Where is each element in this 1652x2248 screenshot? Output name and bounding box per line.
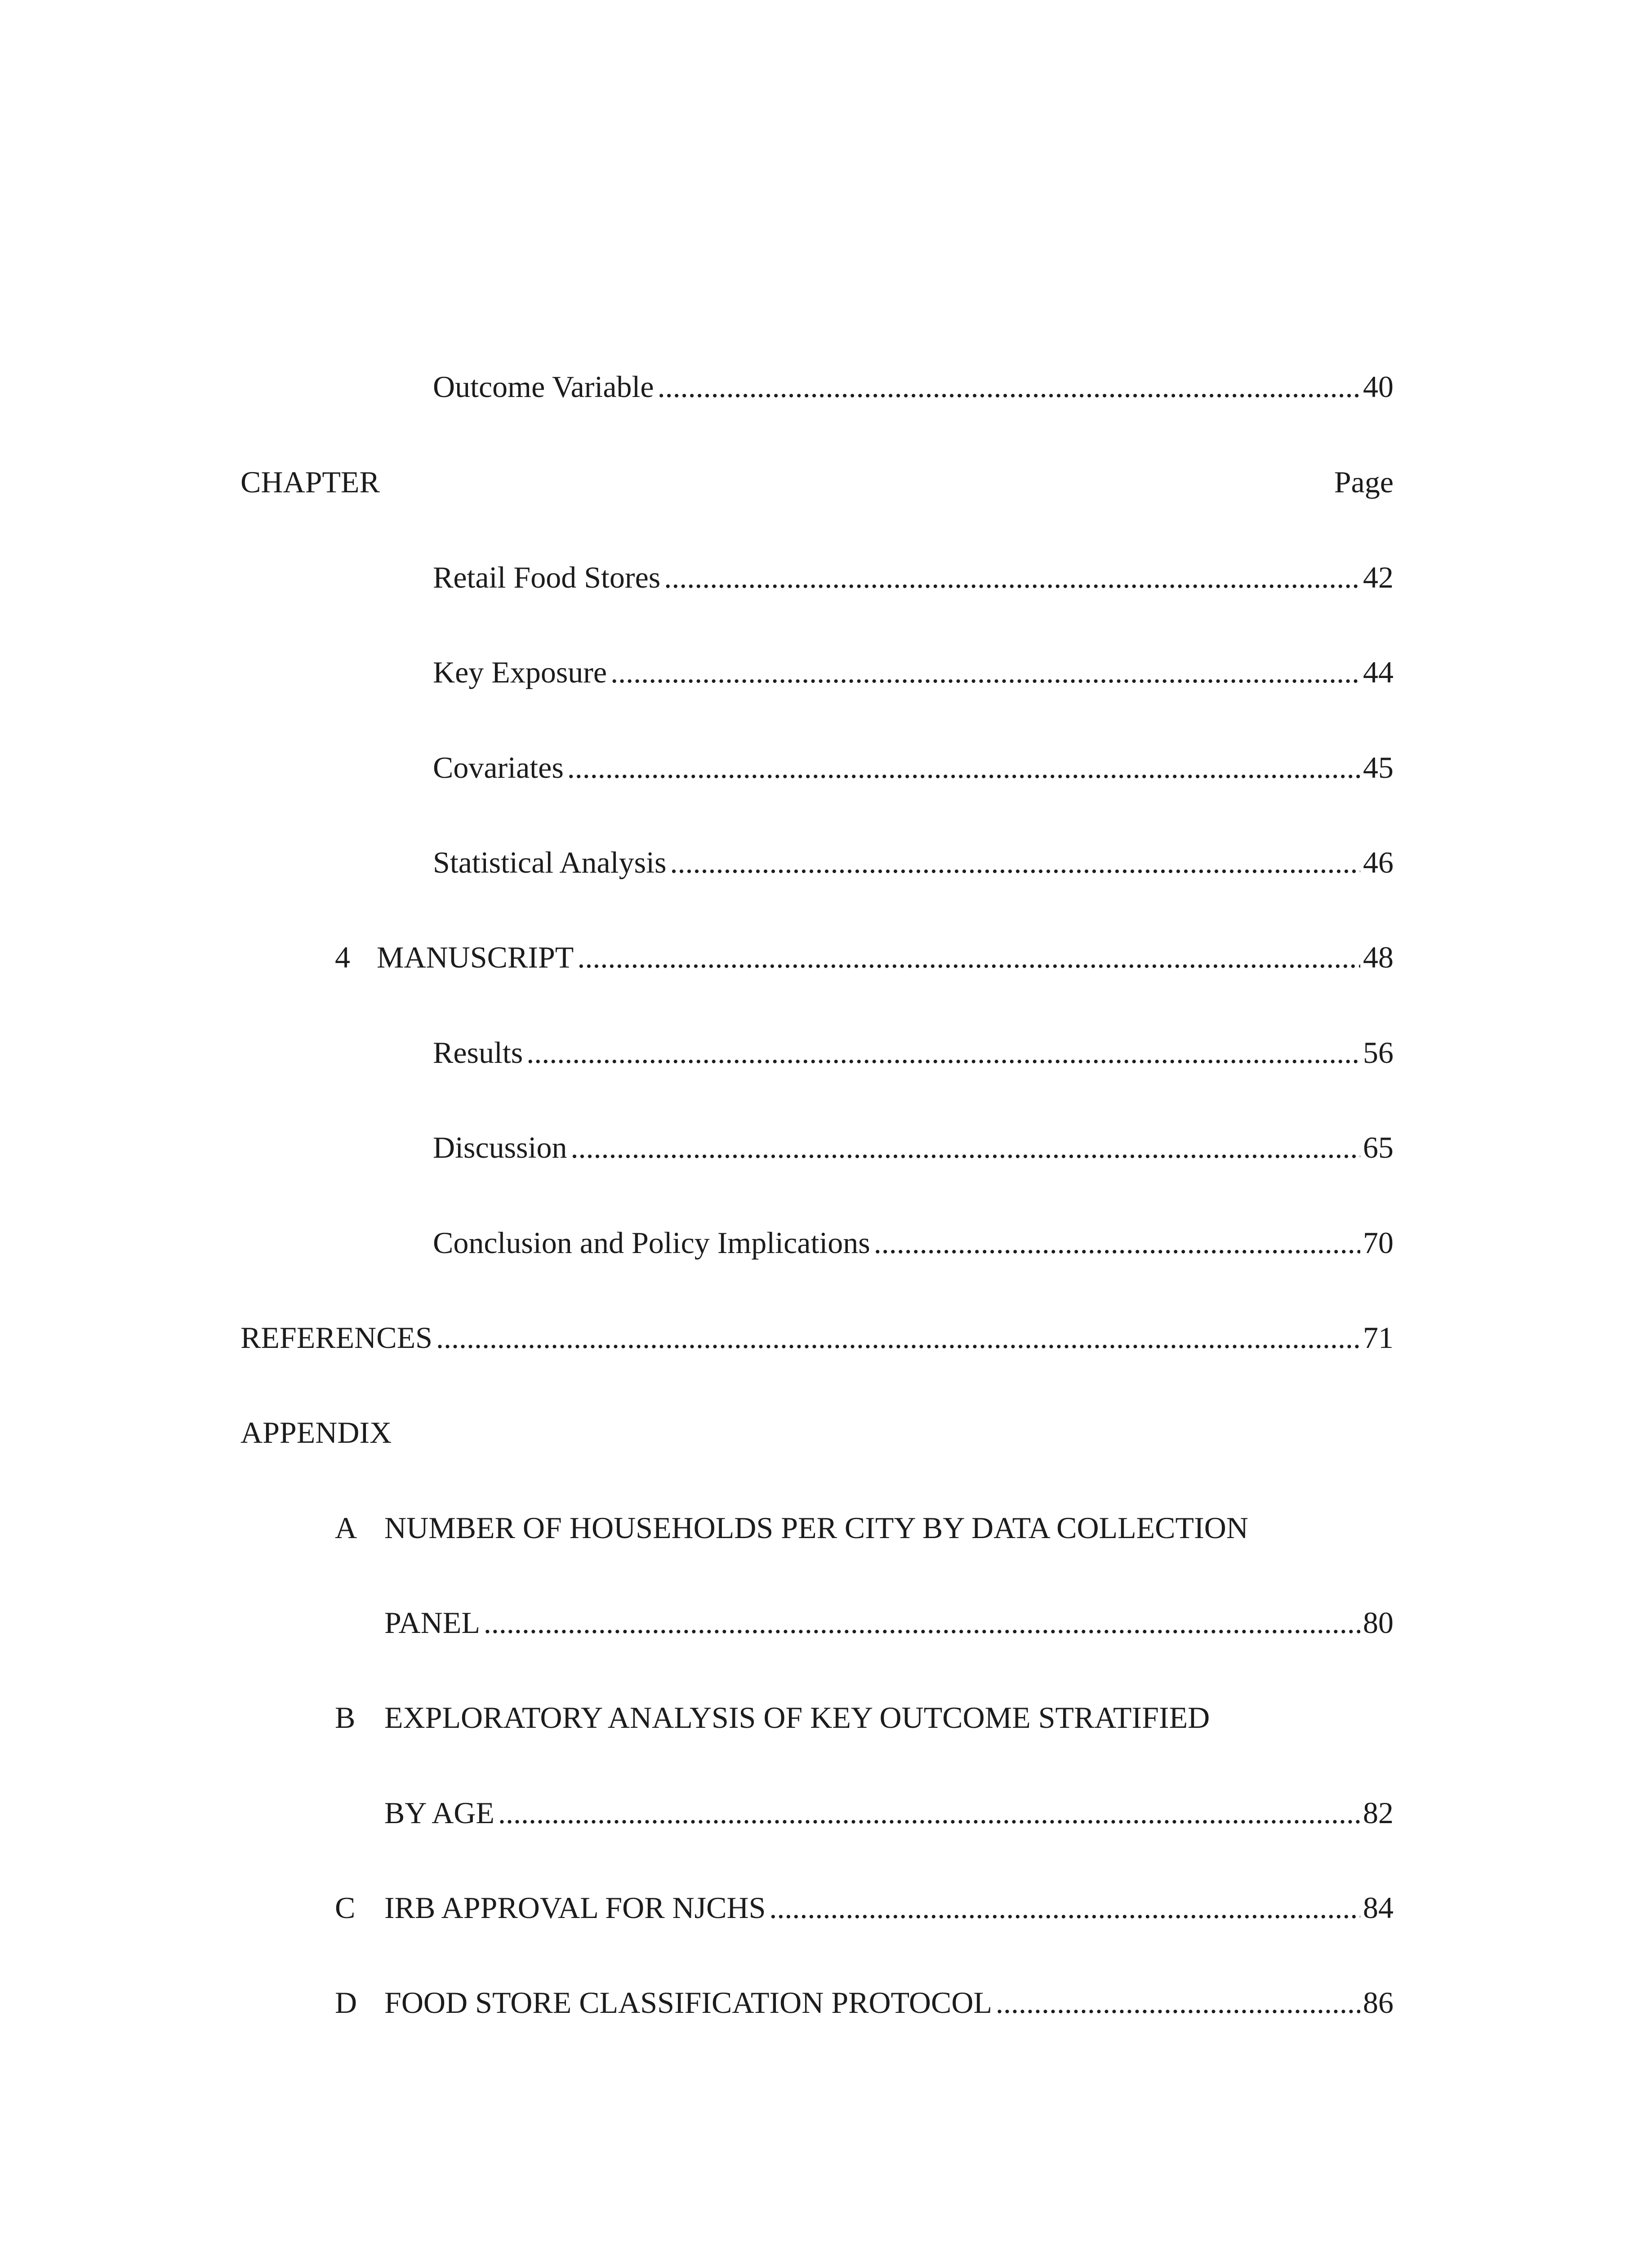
appendix-a-title-line1: NUMBER OF HOUSEHOLDS PER CITY BY DATA COLLECTION — [384, 1511, 1248, 1545]
toc-entry-title: Covariates — [433, 750, 564, 785]
toc-entry-appendix-c — [384, 1890, 1394, 1926]
toc-entry-outcome-variable — [433, 369, 1394, 405]
toc-entry-page: 65 — [1363, 1130, 1394, 1164]
toc-entry-page: 80 — [1363, 1606, 1394, 1640]
toc-entry-page: 46 — [1363, 845, 1394, 879]
dot-leader — [610, 654, 1360, 690]
dot-leader — [498, 1795, 1360, 1831]
toc-entry-title: IRB APPROVAL FOR NJCHS — [384, 1891, 766, 1925]
toc-entry-page: 48 — [1363, 940, 1394, 974]
toc-entry-references — [240, 1320, 1394, 1356]
dot-leader — [567, 749, 1360, 785]
toc-entry-title: PANEL — [384, 1606, 480, 1640]
toc-entry-retail-food-stores — [433, 559, 1394, 595]
toc-entry-conclusion — [433, 1225, 1394, 1261]
toc-entry-title: Statistical Analysis — [433, 845, 667, 879]
toc-entry-title: REFERENCES — [240, 1320, 432, 1355]
toc-entry-page: 86 — [1363, 1985, 1394, 2020]
toc-entry-title: Discussion — [433, 1130, 567, 1164]
toc-entry-page: 84 — [1363, 1891, 1394, 1925]
toc-entry-covariates — [433, 749, 1394, 785]
toc-entry-page: 45 — [1363, 750, 1394, 785]
dot-leader — [484, 1605, 1360, 1641]
appendix-letter: D — [335, 1985, 357, 2020]
toc-entry-title: Results — [433, 1035, 523, 1070]
appendix-letter: C — [335, 1891, 356, 1925]
toc-entry-discussion — [433, 1129, 1394, 1165]
dot-leader — [577, 939, 1360, 975]
dot-leader — [526, 1035, 1360, 1070]
toc-entry-statistical-analysis — [433, 844, 1394, 880]
appendix-letter: A — [335, 1511, 357, 1545]
appendix-heading: APPENDIX — [240, 1415, 392, 1450]
toc-entry-page: 70 — [1363, 1226, 1394, 1260]
toc-entry-page: 71 — [1363, 1320, 1394, 1355]
chapter-heading: CHAPTER — [240, 465, 380, 499]
toc-entry-key-exposure — [433, 654, 1394, 690]
toc-entry-results — [433, 1035, 1394, 1070]
dot-leader — [996, 1985, 1360, 2021]
toc-entry-manuscript — [377, 939, 1394, 975]
toc-entry-appendix-a — [384, 1605, 1394, 1641]
dot-leader — [436, 1320, 1360, 1356]
toc-entry-page: 44 — [1363, 655, 1394, 689]
toc-entry-title: Conclusion and Policy Implications — [433, 1226, 870, 1260]
dot-leader — [769, 1890, 1360, 1926]
toc-entry-title: Outcome Variable — [433, 370, 654, 404]
dot-leader — [570, 1129, 1360, 1165]
dot-leader — [658, 369, 1360, 405]
appendix-b-title-line1: EXPLORATORY ANALYSIS OF KEY OUTCOME STRATIFIED — [384, 1700, 1210, 1735]
dot-leader — [874, 1225, 1360, 1261]
dot-leader — [664, 559, 1360, 595]
toc-entry-page: 40 — [1363, 370, 1394, 404]
chapter-number: 4 — [335, 940, 350, 974]
toc-entry-appendix-b — [384, 1795, 1394, 1831]
toc-entry-title: FOOD STORE CLASSIFICATION PROTOCOL — [384, 1985, 993, 2020]
toc-entry-title: BY AGE — [384, 1796, 494, 1830]
toc-entry-title: Key Exposure — [433, 655, 607, 689]
toc-entry-page: 42 — [1363, 560, 1394, 594]
toc-entry-title: MANUSCRIPT — [377, 940, 574, 974]
page-heading: Page — [1334, 465, 1394, 499]
toc-entry-page: 82 — [1363, 1796, 1394, 1830]
toc-entry-page: 56 — [1363, 1035, 1394, 1070]
toc-entry-appendix-d — [384, 1985, 1394, 2021]
appendix-letter: B — [335, 1700, 356, 1735]
toc-entry-title: Retail Food Stores — [433, 560, 661, 594]
dot-leader — [670, 844, 1360, 880]
